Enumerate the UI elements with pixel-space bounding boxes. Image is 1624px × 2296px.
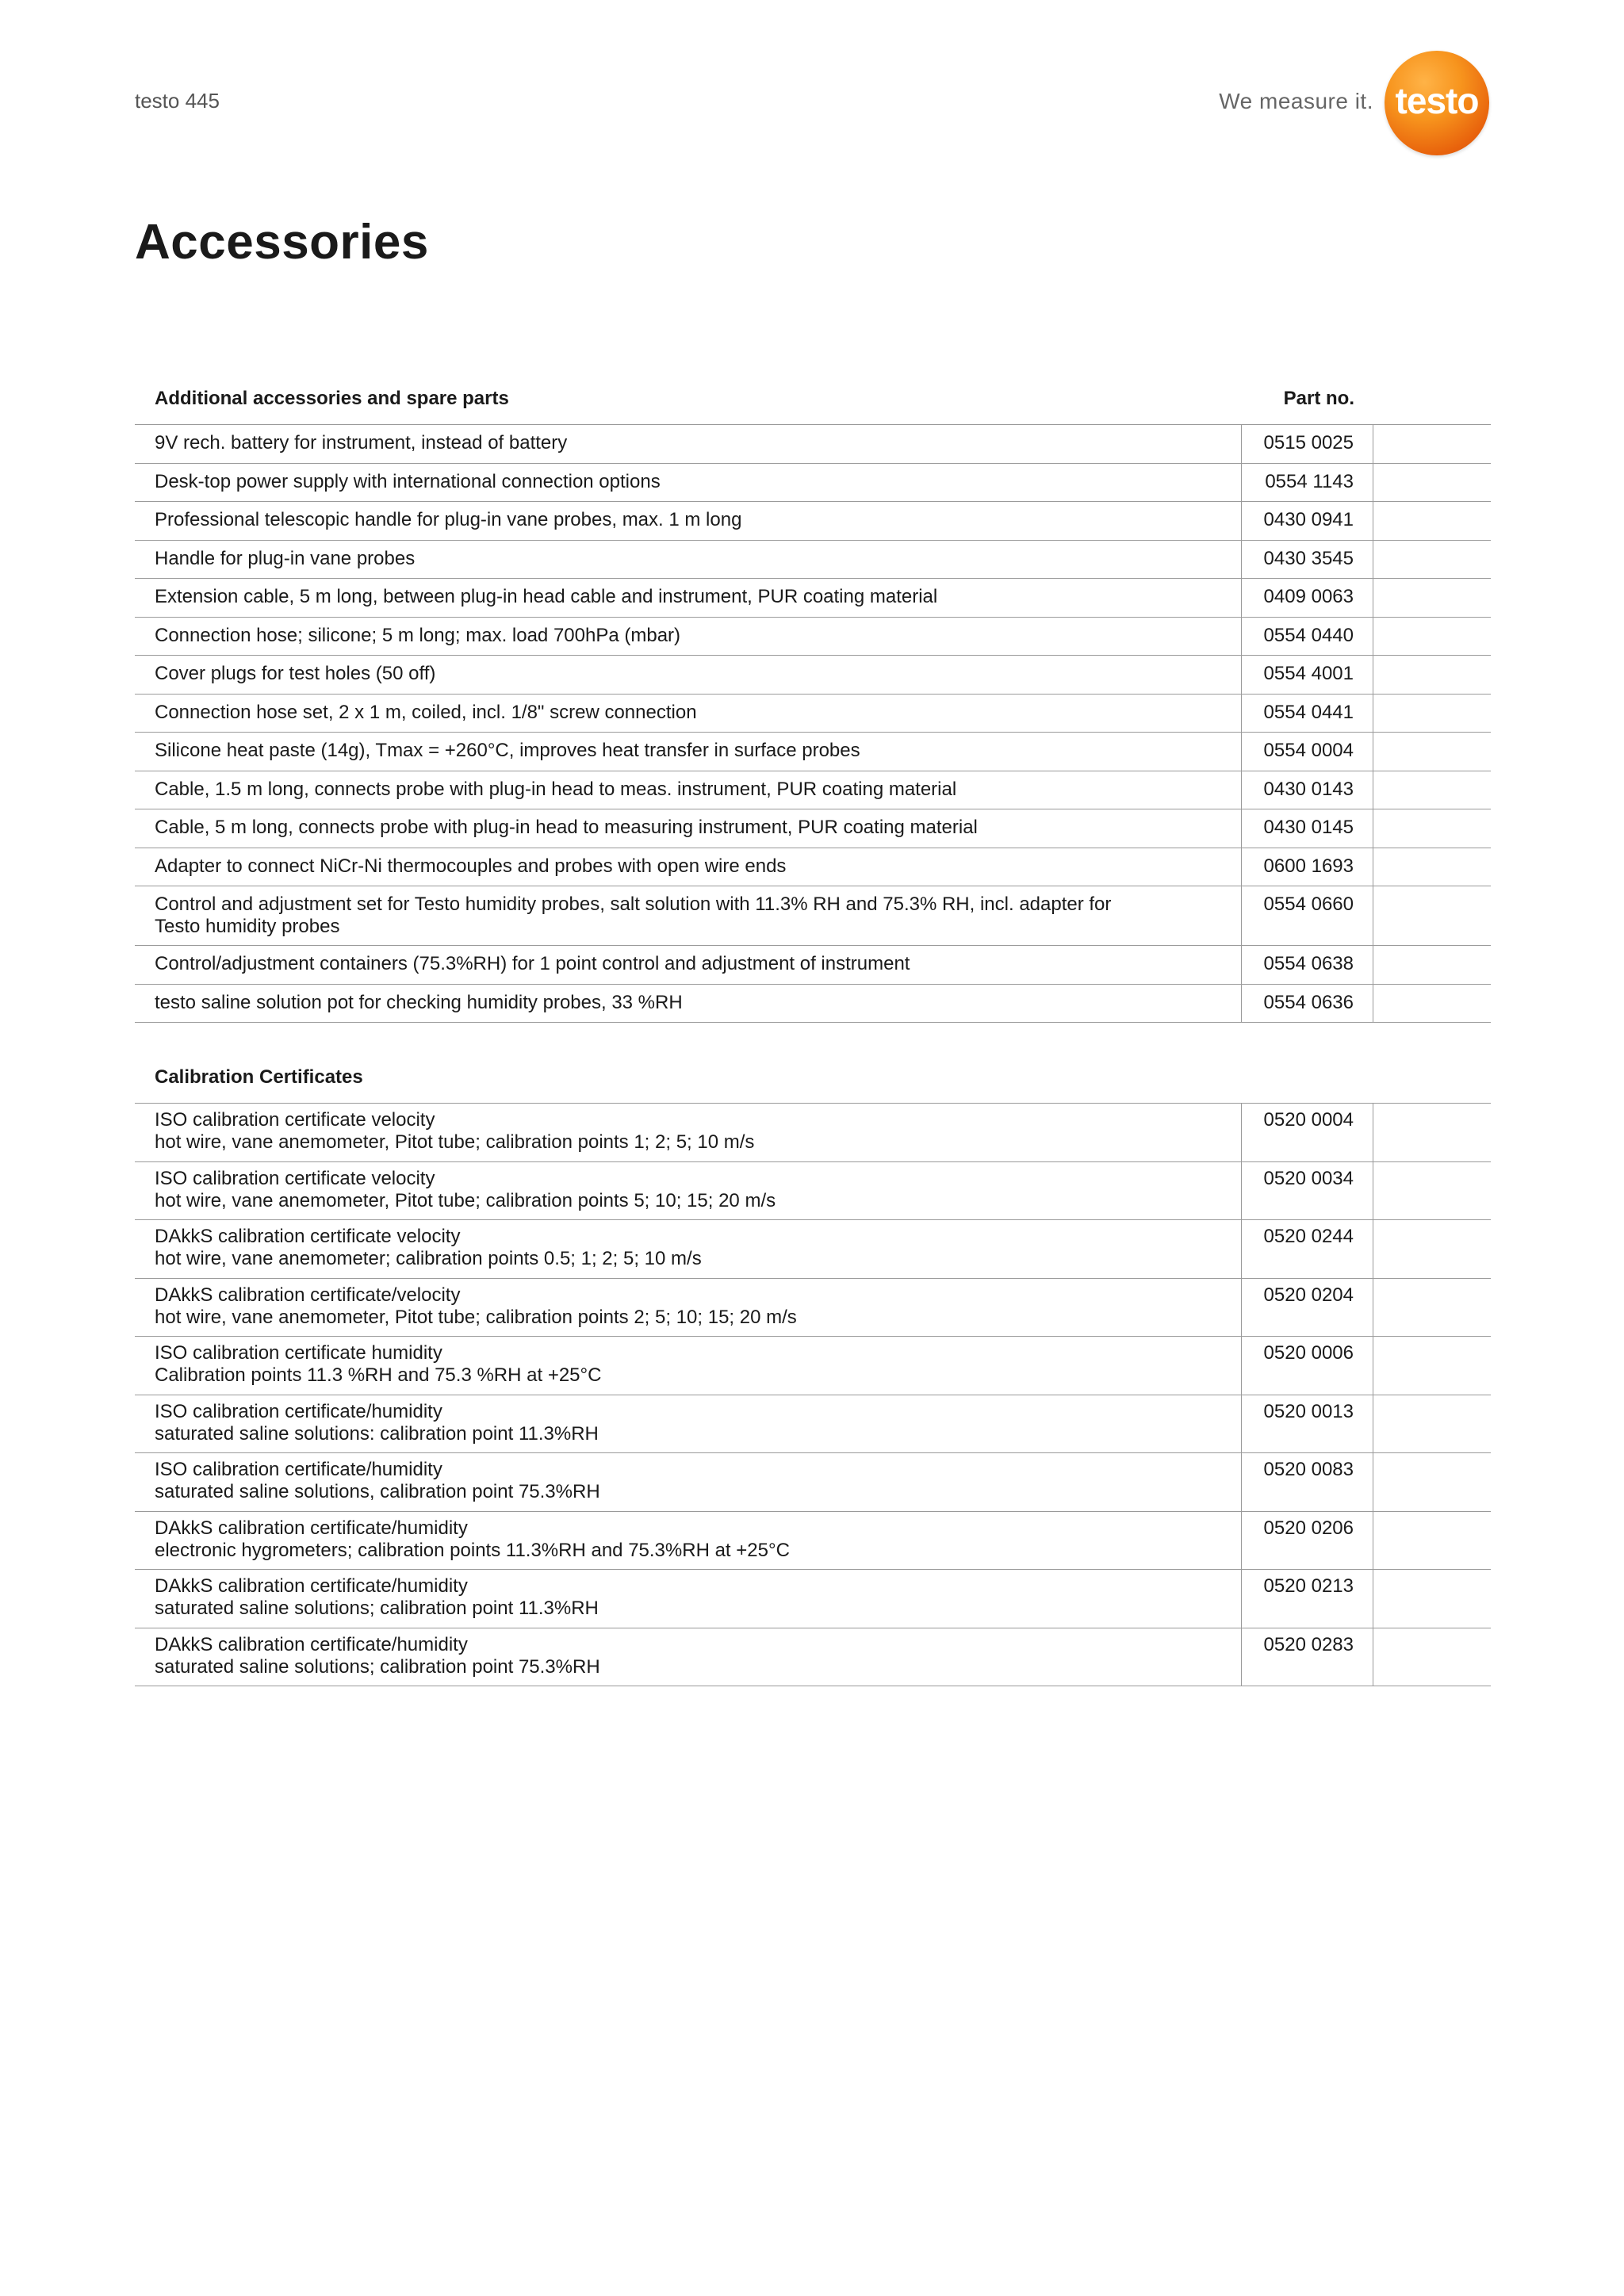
calibration-heading: Calibration Certificates — [155, 1066, 363, 1088]
table-row — [135, 695, 1491, 733]
blank-cell — [1373, 579, 1491, 617]
blank-cell — [1373, 771, 1491, 809]
certificate-description — [135, 1395, 1242, 1453]
certificate-description-line: ISO calibration certificate/humidity — [155, 1459, 442, 1480]
item-description — [135, 946, 1242, 984]
blank-cell — [1373, 886, 1491, 945]
part-number: 0554 0004 — [1242, 733, 1373, 771]
blank-cell — [1373, 656, 1491, 694]
table-row — [135, 946, 1491, 985]
part-number: 0520 0283 — [1242, 1628, 1373, 1686]
blank-cell — [1373, 502, 1491, 540]
item-description-line: Desk-top power supply with international connection options — [155, 470, 661, 492]
part-number: 0520 0244 — [1242, 1220, 1373, 1278]
calibration-table — [135, 1051, 1491, 1686]
item-description — [135, 464, 1242, 502]
certificate-description-line: DAkkS calibration certificate velocity — [155, 1226, 461, 1247]
accessories-table-header — [135, 373, 1491, 425]
certificate-description-line: DAkkS calibration certificate/velocity — [155, 1284, 461, 1306]
certificate-description — [135, 1337, 1242, 1395]
certificate-description — [135, 1453, 1242, 1511]
accessories-heading: Additional accessories and spare parts — [155, 387, 509, 409]
part-number: 0520 0204 — [1242, 1279, 1373, 1337]
certificate-description-line: electronic hygrometers; calibration points 11.3%RH and 75.3%RH at +25°C — [155, 1539, 790, 1561]
item-description — [135, 733, 1242, 771]
blank-cell — [1373, 1395, 1491, 1453]
blank-cell — [1373, 848, 1491, 886]
table-row — [135, 502, 1491, 541]
item-description-line: Connection hose; silicone; 5 m long; max. load 700hPa (mbar) — [155, 624, 681, 646]
certificate-description-line: saturated saline solutions; calibration point 75.3%RH — [155, 1655, 600, 1678]
table-row — [135, 1453, 1491, 1512]
item-description — [135, 656, 1242, 694]
certificate-description — [135, 1279, 1242, 1337]
part-number: 0515 0025 — [1242, 425, 1373, 463]
part-no-heading: Part no. — [1283, 387, 1354, 409]
part-number: 0430 3545 — [1242, 541, 1373, 579]
calibration-rows — [135, 1104, 1491, 1686]
certificate-description-line: saturated saline solutions: calibration point 11.3%RH — [155, 1422, 599, 1445]
item-description-line: Extension cable, 5 m long, between plug-in head cable and instrument, PUR coating material — [155, 586, 938, 607]
blank-cell — [1373, 1162, 1491, 1220]
table-row — [135, 1628, 1491, 1687]
part-number: 0520 0004 — [1242, 1104, 1373, 1161]
table-row — [135, 886, 1491, 946]
blank-cell — [1373, 1279, 1491, 1337]
item-description-line: Testo humidity probes — [155, 916, 340, 937]
part-number: 0520 0006 — [1242, 1337, 1373, 1395]
part-number: 0430 0941 — [1242, 502, 1373, 540]
table-row — [135, 1162, 1491, 1221]
blank-cell — [1373, 1512, 1491, 1570]
table-row — [135, 1512, 1491, 1571]
table-row — [135, 985, 1491, 1024]
logo-text: testo — [1395, 80, 1479, 121]
table-row — [135, 541, 1491, 580]
table-row — [135, 733, 1491, 771]
certificate-description — [135, 1570, 1242, 1628]
blank-cell — [1373, 946, 1491, 984]
part-number: 0430 0143 — [1242, 771, 1373, 809]
table-row — [135, 1337, 1491, 1395]
table-row — [135, 656, 1491, 695]
certificate-description-line: hot wire, vane anemometer, Pitot tube; calibration points 1; 2; 5; 10 m/s — [155, 1131, 755, 1153]
item-description-line: Cover plugs for test holes (50 off) — [155, 663, 436, 684]
calibration-table-header — [135, 1051, 1491, 1104]
item-description — [135, 695, 1242, 733]
certificate-description-line: hot wire, vane anemometer; calibration points 0.5; 1; 2; 5; 10 m/s — [155, 1248, 702, 1269]
blank-cell — [1373, 809, 1491, 848]
item-description-line: Control and adjustment set for Testo humidity probes, salt solution with 11.3% RH and 75.3% RH, incl. adapter for — [155, 894, 1112, 915]
part-number: 0554 0636 — [1242, 985, 1373, 1023]
item-description-line: Cable, 1.5 m long, connects probe with plug-in head to meas. instrument, PUR coating material — [155, 778, 957, 800]
part-number: 0520 0213 — [1242, 1570, 1373, 1628]
item-description-line: Silicone heat paste (14g), Tmax = +260°C, improves heat transfer in surface probes — [155, 740, 860, 761]
item-description — [135, 985, 1242, 1023]
item-description — [135, 886, 1242, 945]
table-row — [135, 1104, 1491, 1162]
part-number: 0430 0145 — [1242, 809, 1373, 848]
item-description — [135, 541, 1242, 579]
table-row — [135, 1279, 1491, 1337]
item-description-line: Cable, 5 m long, connects probe with plug-in head to measuring instrument, PUR coating material — [155, 817, 978, 838]
table-row — [135, 1220, 1491, 1279]
blank-cell — [1373, 985, 1491, 1023]
item-description-line: Handle for plug-in vane probes — [155, 547, 416, 569]
table-row — [135, 809, 1491, 848]
part-number: 0554 0660 — [1242, 886, 1373, 945]
part-number: 0520 0013 — [1242, 1395, 1373, 1453]
table-row — [135, 771, 1491, 810]
blank-cell — [1373, 541, 1491, 579]
item-description — [135, 848, 1242, 886]
blank-cell — [1373, 695, 1491, 733]
item-description — [135, 425, 1242, 463]
certificate-description-line: ISO calibration certificate velocity — [155, 1109, 435, 1131]
item-description-line: 9V rech. battery for instrument, instead of battery — [155, 432, 568, 453]
blank-cell — [1373, 425, 1491, 463]
part-number: 0409 0063 — [1242, 579, 1373, 617]
blank-cell — [1373, 1220, 1491, 1278]
item-description-line: Connection hose set, 2 x 1 m, coiled, incl. 1/8" screw connection — [155, 701, 697, 723]
part-number: 0554 0440 — [1242, 618, 1373, 656]
certificate-description-line: DAkkS calibration certificate/humidity — [155, 1633, 468, 1655]
blank-cell — [1373, 1570, 1491, 1628]
accessories-rows — [135, 425, 1491, 1023]
certificate-description-line: ISO calibration certificate/humidity — [155, 1400, 442, 1422]
item-description-line: Control/adjustment containers (75.3%RH) for 1 point control and adjustment of instrument — [155, 953, 910, 974]
part-number: 0520 0083 — [1242, 1453, 1373, 1511]
item-description — [135, 618, 1242, 656]
certificate-description-line: Calibration points 11.3 %RH and 75.3 %RH at +25°C — [155, 1364, 602, 1386]
item-description-line: Adapter to connect NiCr-Ni thermocouples and probes with open wire ends — [155, 855, 787, 877]
item-description — [135, 579, 1242, 617]
table-row — [135, 618, 1491, 656]
table-row — [135, 579, 1491, 618]
blank-cell — [1373, 1104, 1491, 1161]
table-row — [135, 1395, 1491, 1454]
table-row — [135, 425, 1491, 464]
certificate-description-line: DAkkS calibration certificate/humidity — [155, 1517, 468, 1539]
certificate-description-line: saturated saline solutions, calibration point 75.3%RH — [155, 1481, 600, 1502]
item-description — [135, 809, 1242, 848]
certificate-description — [135, 1628, 1242, 1686]
table-row — [135, 1570, 1491, 1628]
certificate-description-line: hot wire, vane anemometer, Pitot tube; calibration points 2; 5; 10; 15; 20 m/s — [155, 1306, 797, 1328]
part-number: 0554 1143 — [1242, 464, 1373, 502]
testo-logo — [1385, 51, 1489, 155]
certificate-description — [135, 1162, 1242, 1220]
blank-cell — [1373, 733, 1491, 771]
part-number: 0600 1693 — [1242, 848, 1373, 886]
certificate-description — [135, 1104, 1242, 1161]
item-description-line: Professional telescopic handle for plug-in vane probes, max. 1 m long — [155, 509, 742, 530]
part-number: 0554 0441 — [1242, 695, 1373, 733]
part-number: 0520 0206 — [1242, 1512, 1373, 1570]
certificate-description-line: ISO calibration certificate humidity — [155, 1342, 442, 1364]
page-title: Accessories — [135, 215, 429, 270]
tagline: We measure it. — [1219, 89, 1373, 113]
certificate-description-line: saturated saline solutions; calibration point 11.3%RH — [155, 1598, 599, 1619]
product-name: testo 445 — [135, 89, 220, 113]
table-row — [135, 848, 1491, 887]
blank-cell — [1373, 1337, 1491, 1395]
blank-cell — [1373, 464, 1491, 502]
item-description — [135, 502, 1242, 540]
certificate-description-line: DAkkS calibration certificate/humidity — [155, 1575, 468, 1597]
part-number: 0520 0034 — [1242, 1162, 1373, 1220]
certificate-description — [135, 1512, 1242, 1570]
item-description-line: testo saline solution pot for checking humidity probes, 33 %RH — [155, 991, 683, 1013]
certificate-description — [135, 1220, 1242, 1278]
item-description — [135, 771, 1242, 809]
blank-cell — [1373, 618, 1491, 656]
certificate-description-line: ISO calibration certificate velocity — [155, 1167, 435, 1189]
accessories-table — [135, 373, 1491, 1023]
part-number: 0554 4001 — [1242, 656, 1373, 694]
blank-cell — [1373, 1453, 1491, 1511]
part-number: 0554 0638 — [1242, 946, 1373, 984]
table-row — [135, 464, 1491, 503]
certificate-description-line: hot wire, vane anemometer, Pitot tube; calibration points 5; 10; 15; 20 m/s — [155, 1189, 776, 1211]
blank-cell — [1373, 1628, 1491, 1686]
